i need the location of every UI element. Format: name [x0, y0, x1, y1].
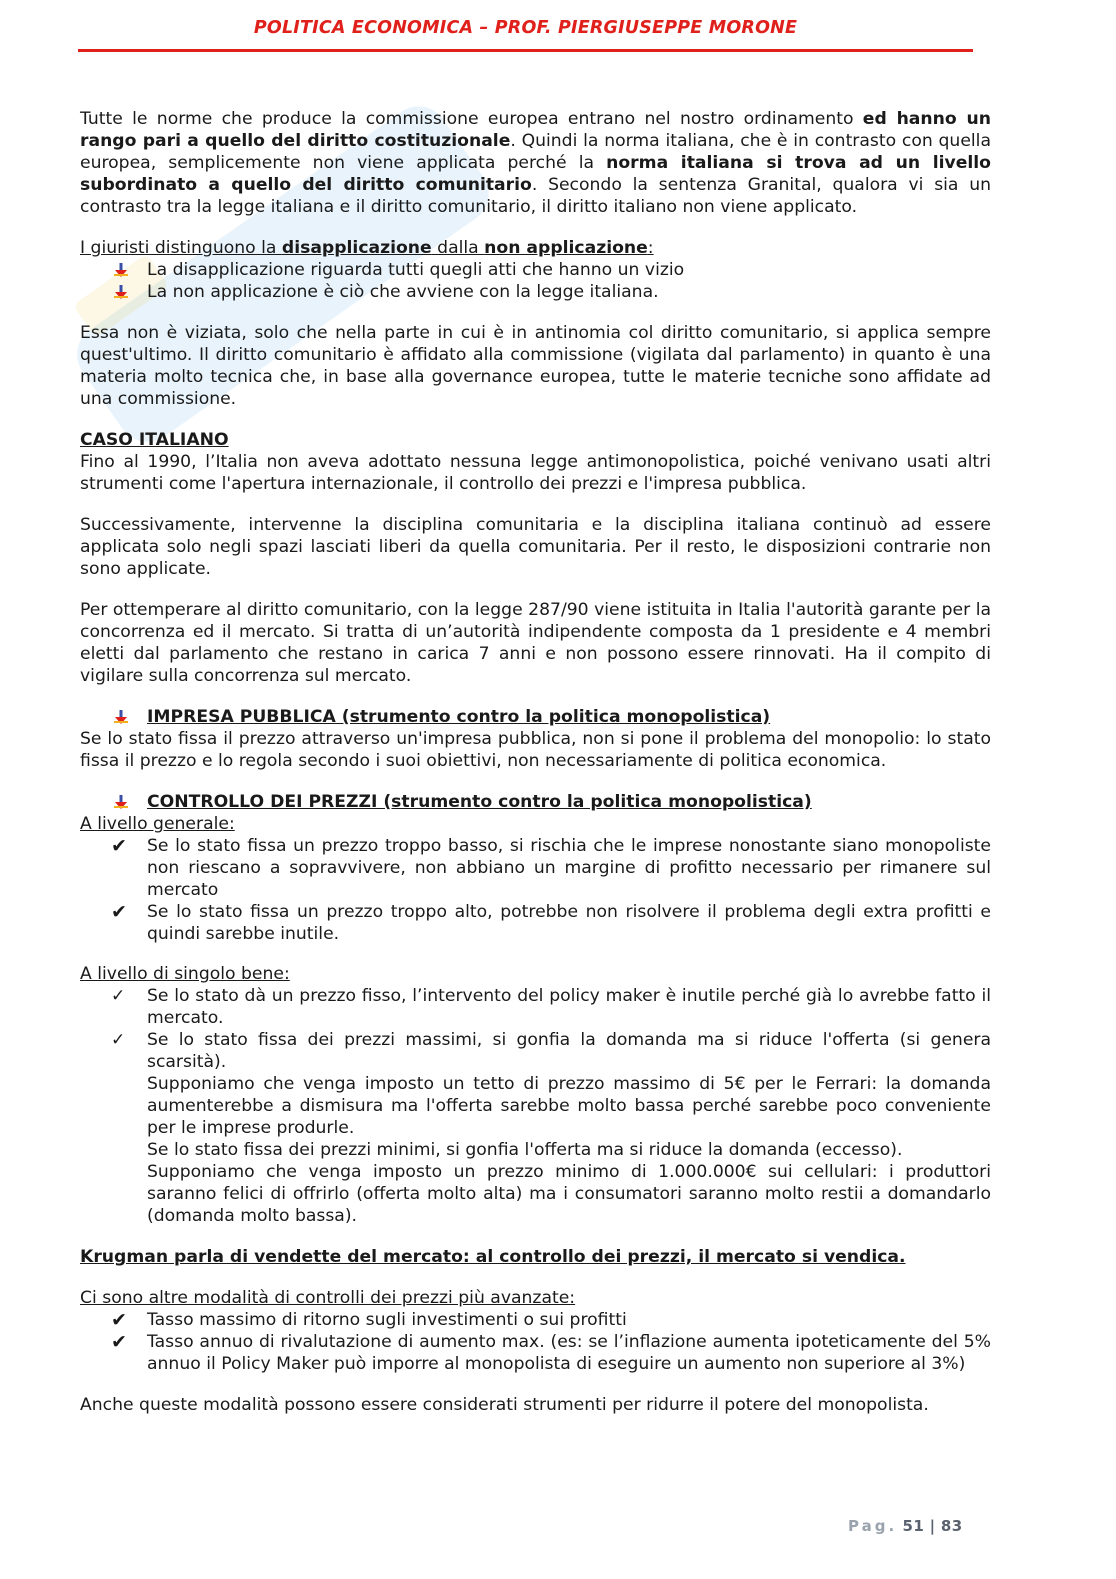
list-item — [80, 901, 991, 945]
checkmark-icon: ✔ — [111, 1309, 127, 1331]
list-item-text: Tasso annuo di rivalutazione di aumento max. (es: se l’inflazione aumenta ipoteticamente del 5% annuo il Policy Maker può imporre al monopolista di eseguire un aumento non superiore al 3%) — [147, 1332, 991, 1374]
paragraph-antinomia: Essa non è viziata, solo che nella parte in cui è in antinomia col diritto comunitario, si applica sempre quest'ultimo. Il diritto comunitario è affidato alla commissione (vigilata dal parlamento) in quanto è una materia molto tecnica che, in base alla governance europea, tutte le materie tecniche sono affidate ad una commissione. — [80, 323, 991, 409]
page-label: Pag. — [848, 1517, 898, 1535]
list-item — [80, 259, 991, 281]
heading-controllo-prezzi — [80, 791, 991, 813]
spacer — [80, 410, 991, 429]
spacer — [80, 218, 991, 237]
label-livello-generale: A livello generale: — [80, 814, 235, 834]
list-item — [80, 1331, 991, 1375]
heading-text: IMPRESA PUBBLICA (strumento contro la politica monopolistica) — [147, 707, 771, 727]
page-separator: | — [929, 1517, 936, 1535]
list-item-text: Se lo stato fissa dei prezzi massimi, si gonfia la domanda ma si riduce l'offerta (si genera scarsità). — [147, 1030, 991, 1072]
generale-list — [80, 835, 991, 945]
spacer — [80, 1268, 991, 1287]
checkmark-icon: ✓ — [111, 986, 126, 1006]
text-run: I giuristi distinguono la — [80, 238, 282, 258]
spacer — [80, 1375, 991, 1394]
list-item-text: Se lo stato fissa un prezzo troppo basso, si rischia che le imprese nonostante siano monopoliste non riescano a sopravvivere, non abbiano un margine di profitto necessario per rimanere sul mercato — [147, 836, 991, 900]
text-run: Tutte le norme che produce la commissione europea entrano nel nostro ordinamento — [80, 109, 863, 129]
heading-text: CONTROLLO DEI PREZZI (strumento contro la politica monopolistica) — [147, 792, 812, 812]
arrow-bullet-icon — [112, 793, 130, 811]
paragraph-caso-3: Per ottemperare al diritto comunitario, con la legge 287/90 viene istituita in Italia l'autorità garante per la concorrenza ed il mercato. Si tratta di un’autorità indipendente composta da 1 presidente e 4 membri eletti dal parlamento che restano in carica 7 anni e non possono essere rinnovati. Ha il compito di vigilare sulla concorrenza sul mercato. — [80, 600, 991, 686]
list-item — [80, 835, 991, 901]
document-body — [80, 108, 991, 1416]
spacer — [80, 772, 991, 791]
list-item — [80, 985, 991, 1029]
singolo-list — [80, 985, 991, 1073]
list-item-text: La non applicazione è ciò che avviene con la legge italiana. — [147, 282, 659, 302]
arrow-bullet-icon — [112, 708, 130, 726]
text-run: dalla — [431, 238, 485, 258]
page-number — [848, 1517, 963, 1535]
text-run: . Quindi la norma italiana, che è in contrasto con quella europea, semplicemente non viene applicata perché la — [80, 131, 991, 173]
list-item — [80, 1029, 991, 1073]
checkmark-icon: ✓ — [111, 1030, 126, 1050]
spacer — [80, 687, 991, 706]
list-item — [80, 281, 991, 303]
page-header-title: POLITICA ECONOMICA – PROF. PIERGIUSEPPE MORONE — [253, 18, 798, 38]
header-divider — [78, 49, 973, 52]
arrow-bullet-icon — [112, 261, 130, 279]
spacer — [80, 1227, 991, 1246]
current-page: 51 — [902, 1517, 925, 1535]
total-pages: 83 — [940, 1517, 963, 1535]
paragraph-caso-1: Fino al 1990, l’Italia non aveva adottato nessuna legge antimonopolistica, poiché venivano usati altri strumenti come l'apertura internazionale, il controllo dei prezzi e l'impresa pubblica. — [80, 452, 991, 494]
text-run: . Secondo la sentenza Granital, qualora vi sia un contrasto tra la legge italiana e il diritto comunitario, il diritto italiano non viene applicato. — [80, 175, 992, 217]
arrow-bullet-icon — [112, 283, 130, 301]
spacer — [80, 495, 991, 514]
paragraph-norme-europee — [80, 108, 991, 218]
text-run: : — [647, 238, 654, 258]
paragraph-impresa: Se lo stato fissa il prezzo attraverso un'impresa pubblica, non si pone il problema del monopolio: lo stato fissa il prezzo e lo regola secondo i suoi obiettivi, non necessariamente di politica economica. — [80, 729, 991, 771]
giuristi-intro — [80, 237, 991, 259]
label-altre-modalita: Ci sono altre modalità di controlli dei prezzi più avanzate: — [80, 1288, 576, 1308]
altre-list — [80, 1309, 991, 1375]
paragraph-ferrari: Supponiamo che venga imposto un tetto di prezzo massimo di 5€ per le Ferrari: la domanda aumenterebbe a dismisura ma l'offerta sarebbe molto bassa perché sarebbe poco conveniente per le imprese produrle. — [147, 1074, 991, 1138]
spacer — [80, 945, 991, 963]
spacer — [80, 303, 991, 322]
label-singolo-bene: A livello di singolo bene: — [80, 964, 290, 984]
paragraph-cellulari: Supponiamo che venga imposto un prezzo minimo di 1.000.000€ sui cellulari: i produttori saranno felici di offrirlo (offerta molto alta) ma i consumatori saranno molto restii a domandarlo (domanda molto bassa). — [147, 1162, 991, 1226]
heading-caso-italiano: CASO ITALIANO — [80, 430, 229, 450]
bold-run: ed hanno un rango pari a quello del diritto costituzionale — [80, 109, 991, 151]
checkmark-icon: ✔ — [111, 835, 127, 857]
bold-run: non applicazione — [484, 238, 648, 258]
spacer — [80, 580, 991, 599]
list-item — [80, 1309, 991, 1331]
checkmark-icon: ✔ — [111, 1331, 127, 1353]
bold-run: norma italiana si trova ad un livello subordinato a quello del diritto comunitario — [80, 153, 991, 195]
paragraph-prezzi-minimi: Se lo stato fissa dei prezzi minimi, si gonfia l'offerta ma si riduce la domanda (eccesso). — [147, 1140, 903, 1160]
list-item-text: La disapplicazione riguarda tutti quegli atti che hanno un vizio — [147, 260, 685, 280]
heading-krugman: Krugman parla di vendette del mercato: al controllo dei prezzi, il mercato si vendica. — [80, 1247, 906, 1267]
bold-run: disapplicazione — [281, 238, 432, 258]
paragraph-conclusione: Anche queste modalità possono essere considerati strumenti per ridurre il potere del monopolista. — [80, 1395, 929, 1415]
checkmark-icon: ✔ — [111, 901, 127, 923]
list-item-text: Se lo stato fissa un prezzo troppo alto, potrebbe non risolvere il problema degli extra profitti e quindi sarebbe inutile. — [147, 902, 991, 944]
paragraph-caso-2: Successivamente, intervenne la disciplina comunitaria e la disciplina italiana continuò ad essere applicata solo negli spazi lasciati liberi da quella comunitaria. Per il resto, le disposizioni contrarie non sono applicate. — [80, 515, 991, 579]
giuristi-list — [80, 259, 991, 303]
list-item-text: Tasso massimo di ritorno sugli investimenti o sui profitti — [147, 1310, 627, 1330]
heading-impresa-pubblica — [80, 706, 991, 728]
list-item-text: Se lo stato dà un prezzo fisso, l’intervento del policy maker è inutile perché già lo avrebbe fatto il mercato. — [147, 986, 991, 1028]
